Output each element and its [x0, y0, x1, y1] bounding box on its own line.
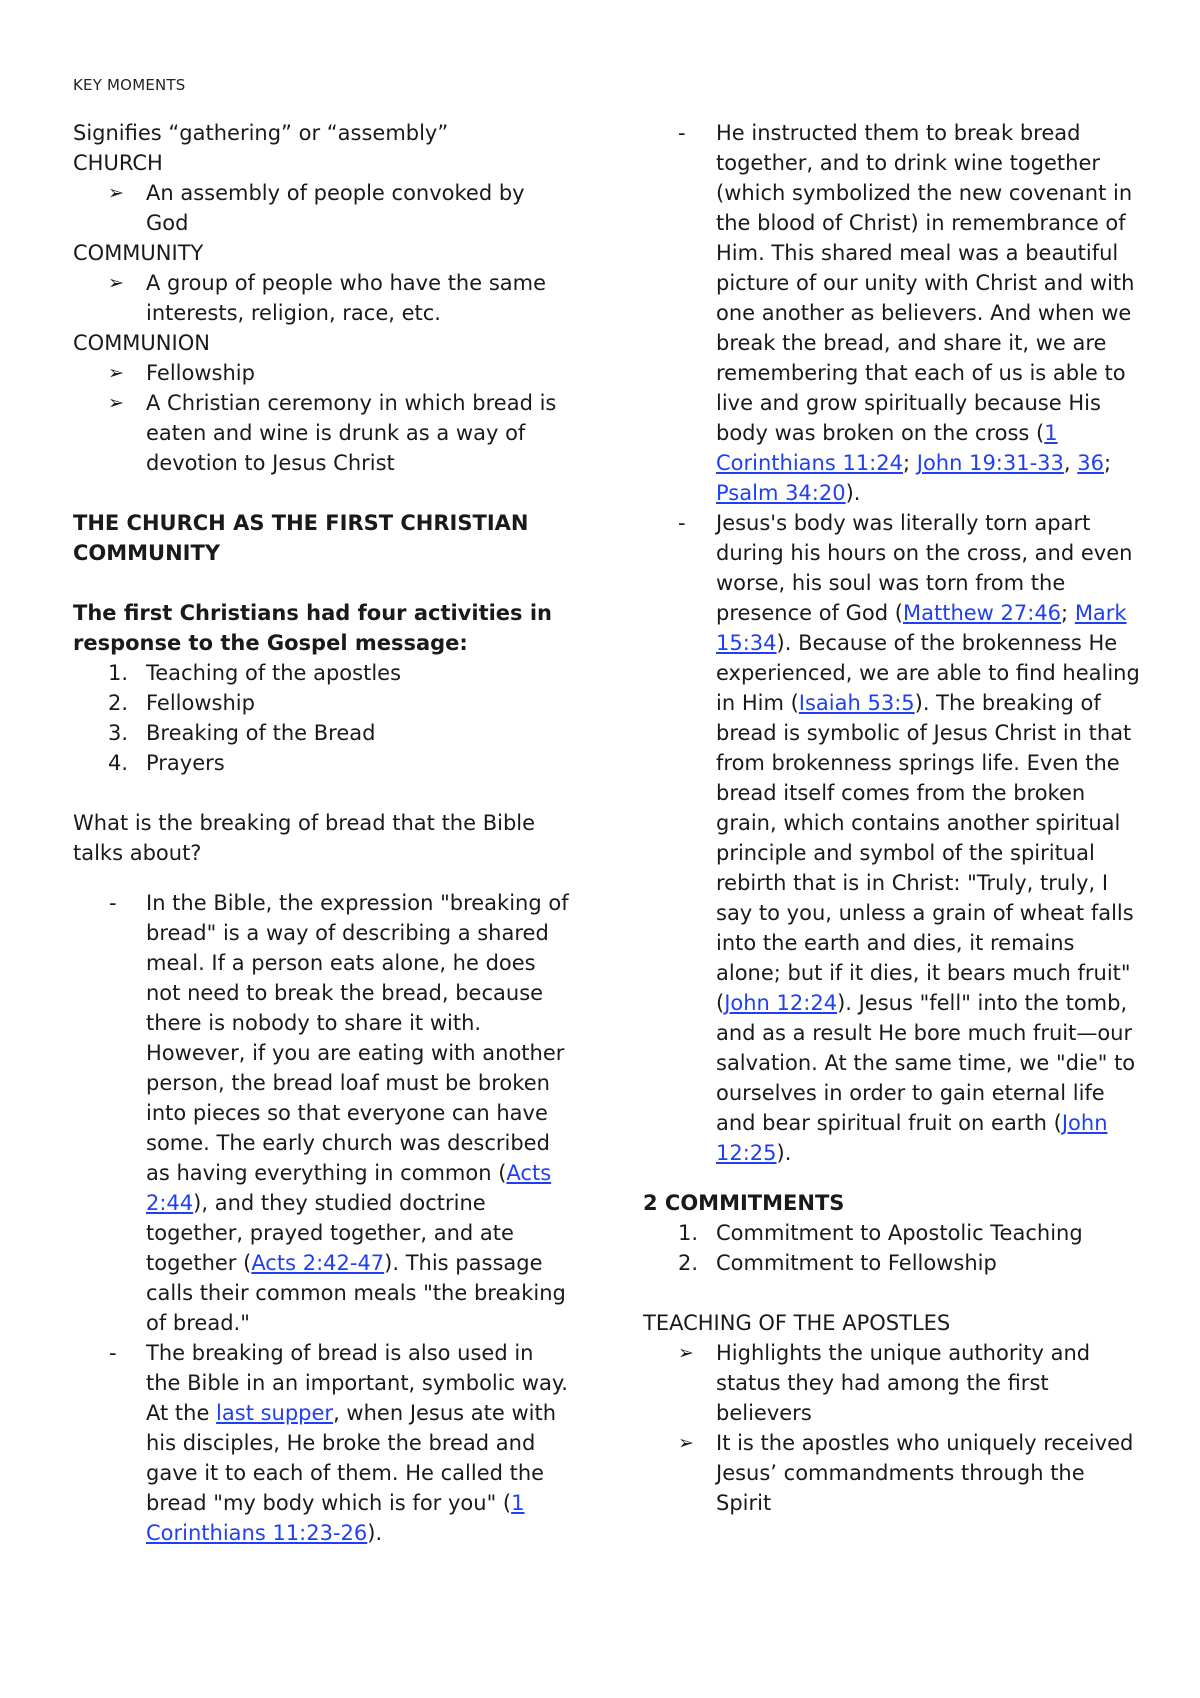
scripture-link[interactable]: John 19:31-33: [916, 451, 1064, 475]
scripture-link[interactable]: Psalm 34:20: [716, 481, 846, 505]
list-item: ➢ Fellowship: [73, 358, 573, 388]
scripture-link[interactable]: 1 Corinthians 11:24: [716, 421, 1058, 475]
communion-list: [73, 358, 573, 478]
list-item: 2. Commitment to Fellowship: [678, 1251, 997, 1275]
church-heading: CHURCH: [73, 151, 163, 175]
list-item: 3. Breaking of the Bread: [108, 721, 376, 745]
church-list: [73, 178, 573, 238]
list-item: ➢ It is the apostles who uniquely received Jesus’ commandments through the Spirit: [643, 1428, 1143, 1518]
community-list: [73, 268, 573, 328]
list-item: ➢ An assembly of people convoked by God: [73, 178, 573, 238]
explanation-list: [73, 888, 573, 1548]
scripture-link[interactable]: Matthew 27:46: [902, 601, 1062, 625]
page-header: KEY MOMENTS: [73, 76, 186, 94]
list-item: ➢ A group of people who have the same interests, religion, race, etc.: [73, 268, 573, 328]
list-item: ➢ Highlights the unique authority and status they had among the first believers: [643, 1338, 1143, 1428]
list-item: 1. Commitment to Apostolic Teaching: [678, 1221, 1083, 1245]
list-item: ➢ A Christian ceremony in which bread is eaten and wine is drunk as a way of devotion to Jesus Christ: [73, 388, 573, 478]
community-heading: COMMUNITY: [73, 241, 204, 265]
left-column: [73, 118, 573, 1548]
list-item: 1. Teaching of the apostles: [108, 661, 402, 685]
commitments-list: [643, 1218, 1143, 1278]
scripture-link[interactable]: Acts 2:42-47: [251, 1251, 385, 1275]
intro-text: Signifies “gathering” or “assembly”: [73, 121, 449, 145]
last-supper-link[interactable]: last supper: [216, 1401, 334, 1425]
paragraph-item: - He instructed them to break bread together, and to drink wine together (which symbolized the new covenant in the blood of Christ) in remembrance of Him. This shared meal was a beautiful picture of our unity with Christ and with one another as believers. And when we break the bread, and share it, we are remembering that each of us is able to live and grow spiritually because His body was broken on the cross (1 Corinthians 11:24; John 19:31-33, 36; Psalm 34:20).: [643, 118, 1143, 508]
list-item: 4. Prayers: [108, 751, 225, 775]
activities-intro: The first Christians had four activities in response to the Gospel message:: [73, 601, 553, 655]
commitments-heading: 2 COMMITMENTS: [643, 1191, 845, 1215]
list-item: 2. Fellowship: [108, 691, 255, 715]
paragraph-item: - In the Bible, the expression "breaking of bread" is a way of describing a shared meal. If a person eats alone, he does not need to break the bread, because there is nobody to share it with. However, if you are eating with another person, the bread loaf must be broken into pieces so that everyone can have some. The early church was described as having everything in common (Acts 2:44), and they studied doctrine together, prayed together, and ate together (Acts 2:42-47). This passage calls their common meals "the breaking of bread.": [73, 888, 573, 1338]
teaching-heading: TEACHING OF THE APOSTLES: [643, 1311, 951, 1335]
scripture-link[interactable]: 36: [1077, 451, 1104, 475]
explanation-list-continued: [643, 118, 1143, 1168]
scripture-link[interactable]: Mark 15:34: [716, 601, 1127, 655]
scripture-link[interactable]: Isaiah 53:5: [798, 691, 915, 715]
scripture-link[interactable]: John 12:24: [724, 991, 838, 1015]
section-title: THE CHURCH AS THE FIRST CHRISTIAN COMMUNITY: [73, 511, 529, 565]
question-text: What is the breaking of bread that the Bible talks about?: [73, 811, 536, 865]
activities-list: [73, 658, 573, 778]
paragraph-item: - Jesus's body was literally torn apart during his hours on the cross, and even worse, his soul was torn from the presence of God (Matthew 27:46; Mark 15:34). Because of the brokenness He experienced, we are able to find healing in Him (Isaiah 53:5). The breaking of bread is symbolic of Jesus Christ in that from brokenness springs life. Even the bread itself comes from the broken grain, which contains another spiritual principle and symbol of the spiritual rebirth that is in Christ: "Truly, truly, I say to you, unless a grain of wheat falls into the earth and dies, it remains alone; but if it dies, it bears much fruit" (John 12:24). Jesus "fell" into the tomb, and as a result He bore much fruit—our salvation. At the same time, we "die" to ourselves in order to gain eternal life and bear spiritual fruit on earth (John 12:25).: [643, 508, 1143, 1168]
paragraph-item: - The breaking of bread is also used in the Bible in an important, symbolic way. At the last supper, when Jesus ate with his disciples, He broke the bread and gave it to each of them. He called the bread "my body which is for you" (1 Corinthians 11:23-26).: [73, 1338, 573, 1548]
communion-heading: COMMUNION: [73, 331, 210, 355]
scripture-link[interactable]: Acts 2:44: [146, 1161, 552, 1215]
scripture-link[interactable]: 1 Corinthians 11:23-26: [146, 1491, 525, 1545]
scripture-link[interactable]: John 12:25: [716, 1111, 1108, 1165]
teaching-list: [643, 1338, 1143, 1518]
right-column: [643, 118, 1143, 1518]
